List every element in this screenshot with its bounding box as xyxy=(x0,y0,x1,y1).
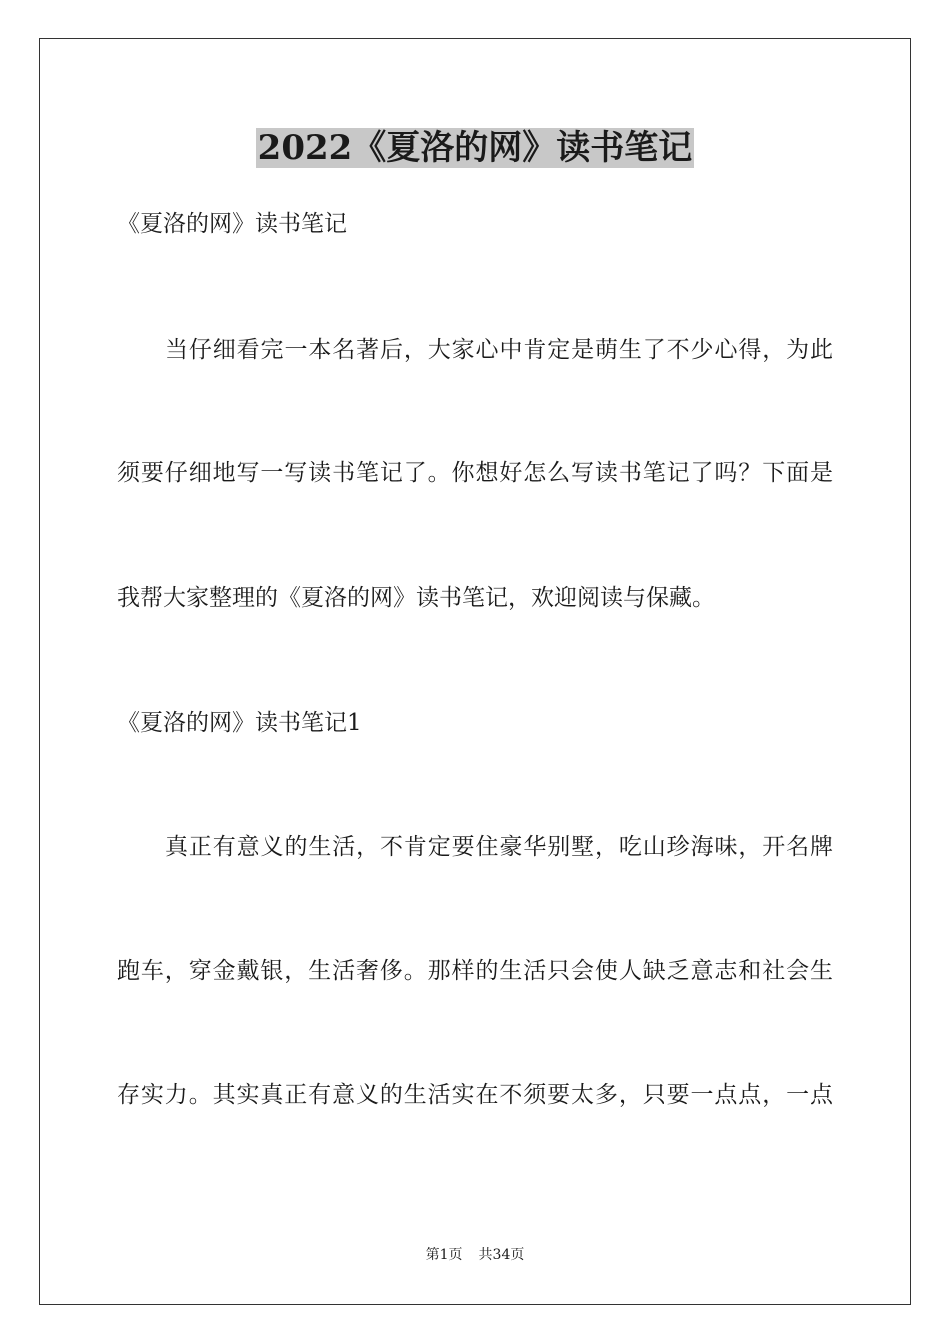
paragraph-line: 当仔细看完一本名著后，大家心中肯定是萌生了不少心得，为此 xyxy=(165,337,833,363)
paragraph-line: 我帮大家整理的《夏洛的网》读书笔记，欢迎阅读与保藏。 xyxy=(117,585,715,611)
subtitle-line: 《夏洛的网》读书笔记 xyxy=(117,211,347,237)
paragraph-line: 真正有意义的生活，不肯定要住豪华别墅，吃山珍海味，开名牌 xyxy=(165,834,833,860)
paragraph-line: 跑车，穿金戴银，生活奢侈。那样的生活只会使人缺乏意志和社会生 xyxy=(117,958,833,984)
paragraph-line: 须要仔细地写一写读书笔记了。你想好怎么写读书笔记了吗？下面是 xyxy=(117,460,833,486)
page-number-total: 共34页 xyxy=(478,1247,525,1263)
section-heading: 《夏洛的网》读书笔记1 xyxy=(117,710,362,736)
document-title-text: 2022《夏洛的网》读书笔记 xyxy=(257,128,693,168)
page-number-current: 第1页 xyxy=(425,1247,463,1263)
document-title xyxy=(0,128,950,168)
paragraph-line: 存实力。其实真正有意义的生活实在不须要太多，只要一点点，一点 xyxy=(117,1082,833,1108)
page-footer xyxy=(0,1246,950,1264)
